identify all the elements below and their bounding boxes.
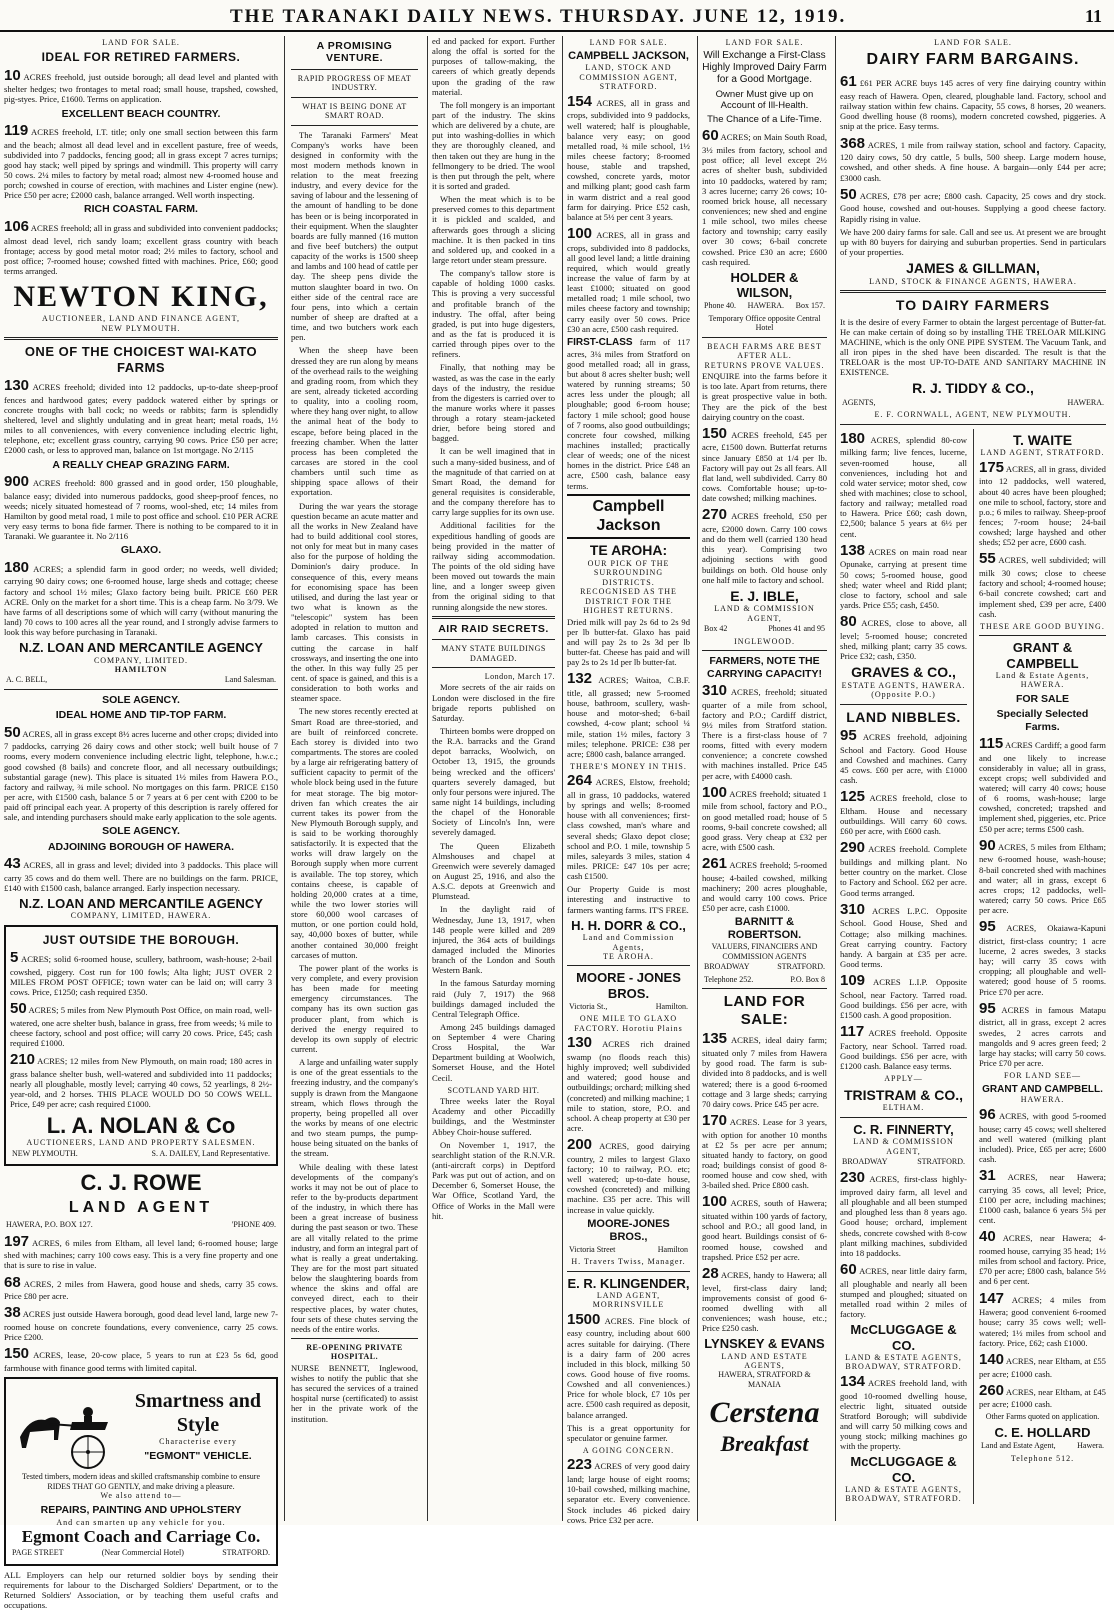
ad-heading: LAND NIBBLES. xyxy=(846,708,961,725)
ad-heading: TO DAIRY FARMERS xyxy=(895,297,1051,314)
ad-listing: 95 ACRES, Okaiawa-Kapuni district, first-class country; 1 acre lucerne, 2 acres swedes, 3 stacks hay; will carry 35 cows with cropping; all ploughable and well-watered; good house of 5 rooms. Price £70 per acre. xyxy=(979,918,1106,997)
ad-listing: We have 200 dairy farms for sale. Call and see us. At present we are brought up with 80 buyers for dairying and suburban properties. Send in particulars of your properties. xyxy=(840,226,1106,257)
ad-listing: 140 ACRES, near Eltham, at £55 per acre; £1000 cash. xyxy=(979,1350,1106,1379)
ad-heading: Will Exchange a First-Class Highly Improved Dairy Farm for a Good Mortgage. xyxy=(702,50,827,86)
article-paragraph: During the war years the storage question became an acute matter and all the works in New Zealand have had to build additional cool stores, not only for meat but in many cases also for the purpose of holding the Dominion's dairy produce. In consequence of this, every means for economising space has been utilised, and during the last year or two what is known as the "telescopic" system has been adopted in relation to mutton and lamb carcases. This consists in cutting the carcase in half crossways, and inserting the one into the other. In this way fully 25 per cent. of space is gained, and this is a consideration to both works and steamer space. xyxy=(291,500,418,704)
masthead-title: THE TARANAKI DAILY NEWS. THURSDAY. JUNE 12, 1919. xyxy=(230,6,847,27)
ad-listing: 175 ACRES, all in grass, divided into 12 paddocks, well watered, about 40 acres have been ploughed; one mile to school, factory, store and p.o.; 6 miles to railway. Sheep-proof fences; 7-room house; 24-bail cowshed; large hayshed and other sheds; £52 per acre, £600 cash. xyxy=(979,458,1106,548)
firm-address: BROADWAY STRATFORD. xyxy=(704,962,825,972)
firm-sub: LAND & ESTATE AGENTS, xyxy=(845,1352,962,1362)
ad-listing: 130 ACRES rich drained swamp (no floods reach this) highly improved; well subdivided and watered; good house and outbuildings; orchard; milking shed (concreted) and milking machine; 1 mile to station, store, P.O. and school. A cheap property at £30 per acre. xyxy=(567,1034,690,1134)
ad-heading: Specially Selected Farms. xyxy=(996,708,1089,733)
ad-listing: 80 ACRES, close to above, all level; 5-roomed house; concreted shed, milking plant; carry 35 cows. Price £32; cash, £350. xyxy=(840,613,967,662)
firm-name: GRAVES & CO., xyxy=(851,664,956,681)
ad-box-borough xyxy=(4,925,278,1166)
ad-heading: Owner Must give up on Account of Ill-Health. xyxy=(715,88,814,112)
coach-company-name: Egmont Coach and Carriage Co. xyxy=(21,1527,261,1547)
firm-sub: LAND, STOCK AND COMMISSION AGENT, STRATFORD. xyxy=(579,63,678,92)
ad-listing: 90 ACRES, 5 miles from Eltham; new 6-roomed house, wash-house; 8-bail concreted shed with machines and water; all in grass, except 6 acres crops; 12 paddocks, well-watered; carry 50 cows. Price £65 per acre. xyxy=(979,836,1106,916)
article-paragraph: ed and packed for export. Further along the offal is sorted for the purposes of tallow-making, the careers of which greatly depends upon the grading of the raw material. xyxy=(432,36,555,97)
agency-name: N.Z. LOAN AND MERCANTILE AGENCY xyxy=(19,896,263,912)
agent-signature: HAWERA, P.O. BOX 127. 'PHONE 409. xyxy=(6,1220,276,1230)
firm-name: BARNITT & ROBERTSON. xyxy=(727,916,802,942)
firm-sub: LAND AGENT, xyxy=(596,1290,661,1300)
ad-listing: 28 ACRES, handy to Hawera; all level, first-class dairy land; improvements consist of good 6-roomed dwelling with all conveniences; wash house, etc.; Price £250 cash. xyxy=(702,1264,827,1334)
ad-subline: THERE'S MONEY IN THIS. xyxy=(570,761,687,771)
ad-listing: 132 ACRES; Waitoa, C.B.F. title, all grassed; new 5-roomed house, bathroom, scullery, wash-house and motor-shed; 6-bail cowshed, 4-cow plant; school ¼ mile, station 1½ miles, factory 3 miles; telephone. PRICE: £38 per acre; £800 cash, balance arranged. xyxy=(567,670,690,759)
ad-listing: 180 ACRES; a splendid farm in good order; no weeds, well divided; carrying 90 dairy cows; one 6-roomed house, large sheds and cottage; cheese factory and school 1½ miles; Glaxo factory being built. PRICE £60 PER ACRE. Only on the market for a short time. This is a cheap farm. No 3/79. We have farms of all descriptions some of which will carry (without manuring the land) 70 cows to 100 acres all the year round, and I strongly advise farmers to look this way before purchasing in Taranaki. xyxy=(4,558,278,638)
ad-listing: 40 ACRES, near Hawera; 4-roomed house, carrying 35 head; 1½ miles from school and factory. Price, £70 per acre; £800 cash, balance 5½ and 6 per cent. xyxy=(979,1228,1106,1287)
section-label: LAND FOR SALE. xyxy=(589,38,668,47)
ad-listing: 95 ACRES in famous Matapu district, all in grass, except 2 acres swedes, 2 acres carrots and mangolds and 9 acres green feed; 2 large hay stacks; will carry 50 cows. Price £70 per acre. xyxy=(979,999,1106,1068)
firm-address: Phone 40. HAWERA. Box 157. xyxy=(704,301,825,311)
agency-signature: A. C. BELL, Land Salesman. xyxy=(6,675,276,685)
firm-office: Temporary Office opposite Central Hotel xyxy=(708,313,821,333)
ad-listing: 95 ACRES freehold, adjoining School and Factory. Good House and Cowshed and machines. Carry 45 cows. £60 per acre, with £1000 cash. xyxy=(840,727,967,786)
ad-heading: ADJOINING BOROUGH OF HAWERA. xyxy=(47,840,235,853)
ad-listing: 60 ACRES; on Main South Road, 3½ miles from factory, school and post office; all level except 2½ acres of shelter bush, subdivided into 10 paddocks, watered by ram; 3 acres lucerne; carry 26 cows; 10-roomed brick house, all necessary conveniences; new shed and engine 1 mile school, two miles cheese factory and township; carry easily over 30 cows; 6-bail concrete cowshed. Price £30 an acre; £600 cash required. xyxy=(702,127,827,267)
ad-listing: 230 ACRES, first-class highly-improved dairy farm, all level and all ploughable and all been stumped and ploughed less than 8 years ago. Good house; orchard, implement sheds, concrete cowshed with 8-cow plant milking machines, subdivided into 18 paddocks. xyxy=(840,1169,967,1258)
column-land-ads-right xyxy=(835,36,1110,1521)
firm-town: BROADWAY, STRATFORD. xyxy=(845,1494,962,1504)
firm-address: Victoria Street Hamilton xyxy=(569,1244,688,1254)
firm-name: McCLUGGAGE & CO. xyxy=(850,1454,957,1485)
ad-listing: 5 ACRES; solid 6-roomed house, scullery, bathroom, wash-house; 2-bail cowshed, piggery. Cost run for 100 fowls; Alta light; JUST OVER 2 MILES FROM POST OFFICE; town water can be laid on; will carry 3 cows. Price, £1250; cash required £350. xyxy=(10,949,272,998)
article-paragraph: The foll mongery is an important part of the industry. The skins which are delivered by a chute, are put into washing-dollies in which they are thoroughly cleaned, and then taken out they are hung in the fellmongery to be dried. The wool is then put through the pelt, where it is sorted and graded. xyxy=(432,99,555,191)
column-article-continued xyxy=(427,36,559,1521)
ad-listing: 43 ACRES, all in grass and level; divided into 3 paddocks. This place will carry 35 cows and do them well. There are no buildings on the farm. PRICE, £140 with £1500 cash, balance arranged. Early inspection necessary. xyxy=(4,855,278,893)
ad-listing: Dried milk will pay 2s 6d to 2s 9d per lb butter-fat. Glaxo has paid and will pay 2s to 2s 3d per lb butter-fat. Cheese has paid and will pay 2s to 2s 1d per lb butter-fat. xyxy=(567,616,690,668)
ad-listing: 109 ACRES L.I.P. Opposite School, near Factory. Tarred road. Good buildings. £56 per acre, with £1500 cash. A good proposition. xyxy=(840,972,967,1021)
ad-listing: 60 ACRES, near little dairy farm, all ploughable and nearly all been stumped and ploughed; situated on metalled road within 2 miles of factory. xyxy=(840,1261,967,1320)
dateline: London, March 17. xyxy=(484,671,555,681)
divider xyxy=(4,337,278,340)
ad-listing: 96 ACRES, with good 5-roomed house; carry 45 cows; well sheltered and well watered (milking plant included). Price, £65 per acre; £600 cash. xyxy=(979,1105,1106,1164)
article-paragraph: The power plant of the works is very complete, and every provision has been made for meeting emergency circumstances. The company has its own suction gas producer plant, from which is derived the energy required to develop its own supply of electric current. xyxy=(291,962,418,1055)
firm-sub: Land & Estate Agents, xyxy=(995,670,1090,680)
section-label: LAND FOR SALE. xyxy=(725,38,804,47)
article-subtitle: SCOTLAND YARD HIT. xyxy=(447,1085,540,1095)
ad-heading: ONE OF THE CHOICEST WAI-KATO FARMS xyxy=(24,344,258,375)
firm-name: GRANT & CAMPBELL xyxy=(1006,640,1079,671)
ad-listing: 261 ACRES freehold; 5-roomed house; 4-bailed cowshed, milking machinery; 200 acres ploughable, and would carry 100 cows. Price £50 per acre, cash £1000. xyxy=(702,855,827,914)
ad-listing: 130 ACRES freehold; divided into 12 paddocks, up-to-date sheep-proof fences and hardwood gates; every paddock watered either by springs or concrete troughs with ball cock; no weeds or rabbits; farm is splendidly sheltered, level and slightly undulating and in great heart; metal roads, 1½ miles to all conveniences, with every convenience including electric light, telephone, etc; excellent grass country, carrying 90 cows. Price £50 per acre; £2000 cash, or less to approved man, balance on 1st mortgage. No 2/115 xyxy=(4,377,278,456)
coach-address: PAGE STREET (Near Commercial Hotel) STRATFORD. xyxy=(12,1548,270,1558)
ad-listing: 170 ACRES. Lease for 3 years, with option for another 10 months at £2 5s per acre per annum; situated handy to factory, on good road; buildings consist of good 8-roomed house and cow shed, with 3-bailed shed. Price £800 cash. xyxy=(702,1111,827,1191)
firm-address: BROADWAY STRATFORD. xyxy=(842,1156,965,1166)
article-paragraph: The Taranaki Farmers' Meat Company's works have been designed in conformity with the most modern methods known in relation to the meat freezing industry, and every device for the saving of labour and the lessening of the amount of handling to be done has been or is being incorporated in their equipment. When the slaughter boards are fully manned (16 mutton and five beef butchers) the output capacity of the works is 1500 sheep and lambs and 100 head of cattle per day. The sheep pens divide the mutton slaughter board in two. On either side of the central race are four pens, into which a certain number of sheep are drafted at a time, and two butchers work each pen. xyxy=(291,129,418,343)
ad-listing: 210 ACRES; 12 miles from New Plymouth, on main road; 180 acres in grass balance shelter bush, well-watered and subdivided into 11 paddocks; nearly all ploughable, mostly level; carrying 40 cows, 52 yearlings, 8 2½-year-old, and 2 horses. THIS PLACE WOULD DO 50 COWS WELL. Price, £49 per acre; cash required £1000. xyxy=(10,1051,272,1110)
column-land-ads-center-right xyxy=(697,36,831,1521)
ad-listing: Our Property Guide is most interesting and instructive to farmers wanting farms. IT'S FREE. xyxy=(567,884,690,915)
ad-listing: 900 ACRES freehold: 800 grassed and in good order, 150 ploughable, balance easy; divided into numerous paddocks, good sheep-proof fences, no weeds; nicely situated homestead of 7 rooms, wool-shed, etc; 14 miles from Hamilton by good metal road, 1 mile to post office and school. £10 PER ACRE very easy terms to bona fide farmer. There is nothing to be compared to it in Taranaki. We guarantee it. No 2/116 xyxy=(4,472,278,542)
firm-sub: LAND AGENT, STRATFORD. xyxy=(980,448,1105,458)
ad-listing: 1500 ACRES. Fine block of easy country, including about 600 acres suitable for dairying. (There is a dairy farm of 200 acres included in this block, milking 50 cows. Good house of five rooms. Cowshed and all conveniences.) Price for whole block, £7 10s per acre. £500 cash required as deposit, balance arranged. xyxy=(567,1310,690,1420)
split-listing-area xyxy=(840,429,1106,1504)
ad-listing: It is the desire of every Farmer to obtain the largest percentage of Butter-fat. He can make certain of doing so by installing THE TRELOAR MILKING MACHINE, which is the only ONE PIPE SYSTEM. The Vacuum Tank, and all iron pipes in the shed have been discarded. The result is that the TRELOAR is the most UP-TO-DATE AND SANITARY MACHINE IN EXISTENCE. xyxy=(840,316,1106,378)
agency-town: HAMILTON xyxy=(114,664,168,674)
firm-contact: Telephone 512. xyxy=(1010,1453,1075,1463)
ad-subline: A GOING CONCERN. xyxy=(582,1445,675,1455)
column-land-ads-left xyxy=(4,36,278,1610)
firm-town: MORRINSVILLE xyxy=(592,1300,665,1310)
ad-listing: FIRST-CLASS farm of 117 acres, 3¼ miles from Stratford on good metalled road; all in grass, but about 8 acres shelter bush; well watered by running streams; 50 acres less under the plough; all ploughable; good 6-room house; factory 1 mile school; good house of 7 rooms, also good outbuildings; concrete four cowshed, milking machines installed; practically clear of weeds; one of the nicest homes in the district. Price £48 an acre, £500 cash, balance easy terms. xyxy=(567,336,691,491)
firm-name: E. R. KLINGENDER, xyxy=(567,1275,690,1291)
ad-listing: 270 ACRES freehold, £50 per acre, £2000 down. Carry 100 cows and do them well (carried 130 head this year). Comprising two adjoining sections with good buildings on both. Old house only one half mile to factory and school. xyxy=(702,506,827,585)
agent-name-rowe: C. J. ROWE xyxy=(80,1170,202,1196)
firm-address: Box 42 Phones 41 and 95 xyxy=(704,624,825,634)
ad-listing: 38 ACRES just outside Hawera borough, good dead level land, large new 7-roomed house on concrete foundations, every convenience, carry 25 cows. Price £200. xyxy=(4,1304,278,1343)
ad-listing: 368 ACRES, 1 mile from railway station, school and factory. Capacity, 120 dairy cows, 50 dry cattle, 5 bulls, 500 sheep. Large modern house, cowshed, and other sheds. A fine house. A bargain—only £44 per acre; £3000 cash. xyxy=(840,134,1106,183)
firm-sub: VALUERS, FINANCIERS AND COMMISSION AGENTS xyxy=(711,942,818,961)
ad-listing: 10 ACRES freehold, just outside borough; all dead level and planted with shelter hedges; two frontages to metal road; small house, trapshed, cowshed, pig-styes. Price, £1600. Terms on application. xyxy=(4,66,278,105)
ad-subline: OUR PICK OF THE SURROUNDING DISTRICTS. xyxy=(587,558,670,587)
ad-heading: LAND FOR SALE: xyxy=(723,993,806,1028)
firm-town: HAWERA, STRATFORD & MANAIA xyxy=(718,1370,811,1389)
article-paragraph: On November 1, 1917, the searchlight station of the R.N.V.R. (anti-aircraft corps) in Deptford Park was put out of action, and on December 6, Somerset House, the War Office, Scotland Yard, the Office of Works in the Mall were hit. xyxy=(432,1139,555,1221)
firm-sub: LAND & ESTATE AGENTS, xyxy=(845,1485,962,1495)
article-subtitle: WHAT IS BEING DONE AT SMART ROAD. xyxy=(302,101,407,121)
notice-body: NURSE BENNETT, Inglewood, wishes to notify the public that she has secured the services of a trained hospital nurse (certificated) to assist her in the private work of the institution. xyxy=(291,1362,418,1424)
ad-listing: 135 ACRES, ideal dairy farm; situated only 7 miles from Hawera by good road. The farm is sub-divided into 8 paddocks, and is well watered; there is a good 6-roomed cottage and 3 large sheds; carrying 70 dairy cows. Price £45 per acre. xyxy=(702,1030,827,1109)
coach-description: Tested timbers, modern ideas and skilled craftsmanship combine to ensure RIDES THAT GO GENTLY, and make driving a pleasure. xyxy=(21,1472,261,1491)
firm-name: LYNSKEY & EVANS xyxy=(704,1336,825,1352)
ad-listing: 180 ACRES, splendid 80-cow milking farm; live fences, lucerne, seven-roomed house, all conveniences, including hot and cold water service; motor shed, cow shed with machines; close to school, factory and railway; metalled road to Hawera. Price £60; cash down, £2,500; balance 5 years at 6½ per cent. xyxy=(840,429,967,539)
ad-listing: 290 ACRES freehold. Complete buildings and milking plant. No better country on the market. Close to Factory and School. £62 per acre. Good terms arranged. xyxy=(840,839,967,898)
firm-name: HOLDER & WILSON, xyxy=(730,269,799,301)
firm-address: AGENTS, HAWERA. xyxy=(842,397,1104,407)
firm-town: (Opposite P.O.) xyxy=(871,690,936,700)
ad-listing: 200 ACRES, good dairying country, 2 miles to largest Glaxo factory; 10 to railway, P.O. etc; well watered; up-to-date house, cowshed (concreted) and milking machine. £35 per acre. This will increase in value quickly. xyxy=(567,1136,690,1215)
ad-heading: GLAXO. xyxy=(120,544,162,557)
firm-contact: Telephone 252. P.O. Box 8 xyxy=(704,974,825,984)
article-paragraph: In the famous Saturday morning raid (July 7, 1917) the 968 buildings damaged included the Central Telegraph Office. xyxy=(432,978,555,1019)
article-subtitle: RAPID PROGRESS OF MEAT INDUSTRY. xyxy=(297,73,412,93)
masthead xyxy=(0,0,1114,32)
ad-listing: 264 ACRES, Elstow, freehold; all in grass, 10 paddocks, watered by springs and wells; 8-roomed house with all conveniences; first-class cowshed, man's whare and several sheds; Glaxo depot close; school and P.O. 1 mile, township 5 miles, saleyards 3 miles, station 4 miles. PRICE: £47 10s per acre; cash £1500. xyxy=(567,772,690,882)
firm-town: HAWERA. xyxy=(1020,1095,1065,1105)
ad-listing: 100 ACRES, all in grass and crops, subdivided into 8 paddocks, all good level land; a little draining required, which would greatly increase the value of farm by at least £1000; situated on good metalled road; 1 mile school, two miles cheese factory and township; carry easily over 50 cows. Price £30 an acre, £500 cash required. xyxy=(567,224,690,334)
article-paragraph: While dealing with these latest developments of the company's works it may not be out of place to refer to the by-products department of the industry, in which there has been a great increase of business during the past season or two. These are all vitally related to the prime industry, and form an integral part of what is really a great undertaking. They are for the most part situated below the slaughtering boards from whence the skins and offal are conveyed direct, each to their respective places, by water chutes, four sets of these chutes serving the needs of the entire works. xyxy=(291,1161,418,1334)
agent-description: AUCTIONEERS, LAND AND PROPERTY SALESMEN. xyxy=(26,1138,256,1148)
agent-name-newton-king: NEWTON KING, xyxy=(13,280,269,314)
agent-description: AUCTIONEER, LAND AND FINANCE AGENT, xyxy=(42,314,240,324)
agent-signature: NEW PLYMOUTH. S. A. DAILEY, Land Representative. xyxy=(12,1148,270,1158)
ad-listing: 150 ACRES, lease, 20-cow place, 5 years to run at £23 5s 6d, good farmhouse with finance good terms with limited capital. xyxy=(4,1345,278,1374)
firm-sub: LAND AND ESTATE AGENTS, xyxy=(721,1351,808,1370)
ad-subline: Other Farms quoted on application. xyxy=(985,1412,1100,1422)
article-paragraph: A large and unfailing water supply is one of the great essentials to the freezing industry, and the company's supply is drawn from the Mangaone stream, which flows through the property, being propelled all over the works by means of one electric and two steam pumps, the pump-house being situated on the banks of the stream. xyxy=(291,1057,418,1159)
column-article-meat xyxy=(284,36,424,1521)
ad-subline: THESE ARE GOOD BUYING. xyxy=(980,621,1105,631)
ad-listing: 223 ACRES of very good dairy land; large house of eight rooms; 10-bail cowshed, milking machine, separator etc. Every convenience. Stock includes 46 picked dairy cows. Price £32 per acre. xyxy=(567,1456,690,1525)
ad-listing: 55 ACRES, well subdivided; will milk 30 cows; close to cheese factory and school; 4-roomed house; 6-bail concrete cowshed; cart and implement shed, £39 per acre, £400 cash. xyxy=(979,550,1106,619)
ad-listing: 117 ACRES freehold. Opposite Factory, near School. Tarred road. Good buildings. £56 per acre, with £1200 cash. Balance easy terms. xyxy=(840,1023,967,1072)
ad-subline: ONE MILE TO GLAXO FACTORY. Horotiu Plains xyxy=(574,1014,683,1033)
ad-listing: 154 ACRES, all in grass and crops, subdivided into 9 paddocks, well watered; half is ploughable, balance very easy; on good metalled road, ¾ mile school, 1½ miles cheese factory; 8-roomed house, stable and trapshed, cowshed, concrete yards, motor and milking plant; good cash farm in warm district and a real good farm for dairying. Price £52 cash, balance at 5½ per cent 3 years. xyxy=(567,92,690,222)
firm-town: ELTHAM. xyxy=(882,1103,925,1113)
horse-carriage-illustration xyxy=(10,1382,120,1472)
firm-name: H. H. DORR & CO., xyxy=(571,917,686,933)
ad-heading: JUST OUTSIDE THE BOROUGH. xyxy=(42,932,240,947)
article-paragraph: It can be well imagined that in such a many-sided business, and of the magnitude of that carried on at Smart Road, the demand for general requisites is considerable, and the company therefore has to carry large supplies for its own use. xyxy=(432,446,555,518)
firm-sub: E. F. CORNWALL, AGENT, NEW PLYMOUTH. xyxy=(874,410,1072,420)
coach-headline-2: Style xyxy=(176,1413,220,1436)
article-paragraph: When the sheep have been dressed they are run along by means of the overhead rails to the weighing and grading room, from which they are sent, already ticketed according to quality, into a cooling room, where they hang over night, to allow the animal heat of the body to escape, before being placed in the freezing chamber. When the latter process has been completed the carcases are stored in the cool chambers until such time as shipping space allows of their exportation. xyxy=(291,345,418,498)
article-title: AIR RAID SECRETS. xyxy=(438,622,549,635)
firm-name: C. R. FINNERTY, xyxy=(853,1121,954,1137)
firm-town: HAWERA. xyxy=(1020,680,1065,690)
place-name: TE AROHA: xyxy=(589,542,668,559)
firm-town: BROADWAY, STRATFORD. xyxy=(845,1362,962,1372)
ad-listing: 310 ACRES, freehold; situated quarter of a mile from school, factory and P.O.; Cardiff district, 9½ miles from Stratford station. There is a first-class house of 7 rooms, fitted with every modern convenience; a concrete cowshed with machines installed. Price £45 per acre, with £4000 cash. xyxy=(702,681,827,781)
divider xyxy=(4,689,278,690)
ad-listing: 260 ACRES, near Eltham, at £45 per acre; £1000 cash. xyxy=(979,1381,1106,1410)
ad-heading: SOLE AGENCY. xyxy=(102,825,180,838)
firm-name: JAMES & GILLMAN, xyxy=(906,260,1040,277)
ad-subline: FOR LAND SEE— xyxy=(1003,1071,1081,1081)
article-paragraph: The new stores recently erected at Smart Road are three-storied, and are built of reinforced concrete. Each storey is divided into two compartments. The stores are cooled by a large air refrigerating battery of sufficient capacity to permit of the whole block being used in the future for meat storage. The big motor-driven fan which creates the air current takes its power from the New Plymouth Borough supply, and is said to be working thoroughly satisfactorily. It is expected that the works will draw largely on the Borough supply when more current is available. The top storey, which contains cheese, is capable of holding 20,000 crates at a time, while the two lower stories will store 60,000 wool carcases of mutton, or one portion could hold, say, 40,000 boxes of butter, while another contained 30,000 freight carcases of mutton. xyxy=(291,706,418,960)
firm-name: C. E. HOLLARD xyxy=(994,1424,1091,1440)
article-paragraph: Finally, that nothing may be wasted, as was the case in the early days of the industry, the residue from the digesters is carried over to the manure works where it passes through a rotary steam-jacketed drier, before being stored and bagged. xyxy=(432,362,555,444)
coach-attend: We also attend to— xyxy=(100,1491,182,1501)
footer-notice: ALL Employers can help our returned soldier boys by sending their requirements for labour to the Discharged Soldiers' Department, or to the Returned Soldiers' Association, or by teaching them useful crafts and occupations. xyxy=(4,1569,278,1610)
ad-heading: RICH COASTAL FARM. xyxy=(84,203,198,216)
article-paragraph: Among 245 buildings damaged on September 4 were Charing Cross Hospital, the War Department building at Woolwich, Somerset House, and the Hotel Cecil. xyxy=(432,1021,555,1083)
article-subtitle: MANY STATE BUILDINGS DAMAGED. xyxy=(441,644,546,663)
article-paragraph: When the meat which is to be preserved comes to this department it is pickled and scalded, and afterwards goes through a slicing machine. It is then packed in tins and soldered up, and cooked in a large retort under steam pressure. xyxy=(432,194,555,265)
firm-name: MOORE - JONES BROS. xyxy=(576,970,681,1001)
coach-headline: Smartness and xyxy=(134,1390,262,1413)
ad-listing: 50 ACRES, £78 per acre; £800 cash. Capacity, 25 cows and dry stock. Good house, cowshed and out-houses. Supplying a good cheese factory. Rapidly rising in value. xyxy=(840,185,1106,224)
ad-subline: RETURNS PROVE VALUES. xyxy=(704,360,825,370)
agent-name-nolan: L. A. NOLAN & Co xyxy=(46,1112,236,1138)
agent-town: NEW PLYMOUTH. xyxy=(101,323,181,333)
ad-listing: 106 ACRES freehold; all in grass and subdivided into convenient paddocks; almost dead level, rich sandy loam; excellent grass country with beach frontage; access by good metal motor road; 2½ miles to factory, school and post office; 7-roomed house; cowshed fitted with machines. Price, £60; good terms arranged. xyxy=(4,217,278,276)
ad-listing: 197 ACRES, 6 miles from Eltham, all level land; 6-roomed house; large shed with machines; carry 100 cows easy. This is a very fine property and one that is sure to rise in value. xyxy=(4,1232,278,1271)
ad-box-coach xyxy=(4,1377,278,1566)
firm-name: TRISTRAM & CO., xyxy=(844,1086,963,1103)
firm-sub: Land and Commission Agents, xyxy=(582,933,675,952)
section-label: LAND FOR SALE. xyxy=(102,38,180,47)
apply-label: APPLY— xyxy=(884,1074,923,1084)
firm-name-large: Campbell Jackson xyxy=(567,494,690,540)
ad-heading: SOLE AGENCY. xyxy=(102,693,180,706)
coach-subline: Characterise every xyxy=(159,1437,237,1447)
ad-listing: 100 ACRES freehold; situated 1 mile from school, factory and P.O., on good metalled road; house of 5 rooms, 9-bail concrete cowshed; all good grass. Very cheap at £32 per acre, with £500 cash. xyxy=(702,783,827,852)
ad-listing: 50 ACRES; 5 miles from New Plymouth Post Office, on main road, well-watered, one acre shelter bush, balance in grass, free from weeds; ¼ mile to cheese factory, school and post office; will carry 20 cows. Price, £45; cash required £1000. xyxy=(10,1000,272,1049)
firm-name: GRANT AND CAMPBELL. xyxy=(982,1083,1103,1095)
ad-heading: FARMERS, NOTE THE CARRYING CAPACITY! xyxy=(707,655,822,680)
firm-name: CAMPBELL JACKSON, xyxy=(568,50,689,63)
ad-listing: 50 ACRES, all in grass except 8½ acres lucerne and other crops; divided into 7 paddocks, carrying 26 dairy cows and other stock; well built house of 7 rooms, every modern convenience including electric light, telephone, h.w.c.; good cowshed (8 bails) and concrete floor, and all necessary outbuildings; substantial garage (new). This place is situated 1½ miles from Hawera P.O., factory and railway, ¾ mile school. No mortgages on this farm. PRICE £150 per acre, with £1500 cash, balance 5 or 7 years at 6 per cent with £200 to be paid off principal each year. A property of this description is rarely offered for sale, and intending purchasers should make early application to the sole agents. xyxy=(4,723,278,823)
article-paragraph: The Queen Elizabeth Almshouses and chapel at Greenwich were severely damaged on August 25, 1916, and also the A.S.C. depots at Greenwich and Plumstead. xyxy=(432,840,555,902)
firm-address: Land and Estate Agent, Hawera. xyxy=(981,1441,1104,1451)
agent-description: LAND AGENT xyxy=(68,1199,214,1217)
ad-listing: 134 ACRES freehold land, with good 10-roomed dwelling house, electric light, situated outside Stratford Borough; will subdivide and will carry 50 milking cows and young stock; milking machines go with the property. xyxy=(840,1372,967,1452)
firm-name: E. J. IBLE, xyxy=(730,587,799,604)
coach-any: And can smarten up any vehicle for you. xyxy=(56,1517,226,1527)
ad-listing: 68 ACRES, 2 miles from Hawera, good house and sheds, carry 35 cows. Price £80 per acre. xyxy=(4,1273,278,1302)
ad-heading: EXCELLENT BEACH COUNTRY. xyxy=(61,107,221,120)
firm-sub: ESTATE AGENTS, HAWERA. xyxy=(841,680,966,690)
article-title: A PROMISING VENTURE. xyxy=(316,40,393,65)
ad-listing: ENQUIRE into the farms before it is too late. Apart from returns, there is great prospective value in both. They are the pick of the best dairying country on the coast. xyxy=(702,371,827,422)
agency-sub: COMPANY, LIMITED. xyxy=(93,655,189,665)
ad-subline: BEACH FARMS ARE BEST AFTER ALL. xyxy=(707,341,822,361)
ad-heading: DAIRY FARM BARGAINS. xyxy=(866,51,1080,69)
ad-listing: 31 ACRES, near Hawera; carrying 35 cows, all level; Price, £100 per acre, including machines; £1000 cash, balance 6 years 5¼ per cent. xyxy=(979,1167,1106,1226)
firm-name: T. WAITE xyxy=(1012,431,1073,448)
firm-name: MOORE-JONES BROS., xyxy=(587,1217,670,1243)
notice-title: RE-OPENING PRIVATE HOSPITAL. xyxy=(306,1342,403,1362)
ad-listing: 310 ACRES L.P.C. Opposite School. Good House, Shed and Cottage; also milking machines. Great carrying country. Factory handy. A bargain at £35 per acre. Good terms. xyxy=(840,900,967,969)
article-paragraph: The company's tallow store is capable of holding 1000 casks. This is proving a very successful and profitable branch of the industry. The offal, after being graded, is put into huge digesters, and as the fat is produced it is carried through pipes over to the refiners. xyxy=(432,268,555,360)
ad-subline: RECOGNISED AS THE DISTRICT FOR THE HIGHEST RETURNS. xyxy=(580,587,677,616)
article-paragraph: More secrets of the air raids on London were disclosed in the fire brigade reports published on Saturday. xyxy=(432,682,555,723)
firm-sub: LAND, STOCK & FINANCE AGENTS, HAWERA. xyxy=(869,276,1077,286)
ad-listing: 61 £61 PER ACRE buys 145 acres of very fine dairying country within easy reach of Hawera. Open, cleared, ploughable land. Factory, school and railway station within few chains. Capacity, 55 cows, 8 horses, 20 weaners. Good dwelling house (8 rooms), modern concreted cowshed, piggeries. A snip at the price. Easy terms. xyxy=(840,73,1106,132)
article-paragraph: Additional facilities for the expeditious handling of goods are being provided in the matter of railway siding accommodation. The points of the old siding have been moved out towards the main line, and a longer sweep given from the original siding to that running alongside the new stores. xyxy=(432,520,555,612)
section-label: LAND FOR SALE. xyxy=(934,38,1012,47)
firm-sub: LAND & COMMISSION AGENT, xyxy=(853,1137,954,1156)
ad-listing: 100 ACRES, south of Hawera; situated within 100 yards of factory, school and P.O.; all good land, in good heart. Buildings consist of 6-roomed house, cowshed and trapshed. Price £52 per acre. xyxy=(702,1193,827,1262)
ad-heading: IDEAL FOR RETIRED FARMERS. xyxy=(41,50,241,65)
ad-heading: A REALLY CHEAP GRAZING FARM. xyxy=(52,458,230,471)
cerstena-logo-sub: Breakfast xyxy=(720,1430,809,1456)
coach-vehicle: "EGMONT" VEHICLE. xyxy=(144,1449,252,1462)
firm-town: INGLEWOOD. xyxy=(734,636,795,646)
agency-sub: COMPANY, LIMITED, HAWERA. xyxy=(70,911,212,921)
ad-listing: This is a great opportunity for speculator or genuine farmer. xyxy=(567,1422,690,1443)
firm-town: TE AROHA. xyxy=(603,951,654,961)
article-paragraph: In the daylight raid of Wednesday, June 13, 1917, when 148 people were killed and 289 injured, the 364 acts of buildings damaged included the Minories branch of the London and South Western Bank. xyxy=(432,904,555,976)
ad-listing: 119 ACRES freehold, I.T. title; only one small section between this farm and the beach; almost all dead level and in excellent pasture, free of weeds, subdivided into 7 paddocks, fencing good; all in grass except 7 acres turnips; good hay stack; well piped by springs and windmill. This property will carry 50 cows. 2¼ miles to factory by metal road; almost new 4-roomed house and porch; cowshed in course of erection, with machines and Lister engine (new). Price £50 per acre; £2000 cash, balance arranged. Well worth inspecting. xyxy=(4,121,278,201)
column-land-ads-center xyxy=(562,36,694,1525)
firm-address: Victoria St., Hamilton. xyxy=(569,1002,688,1012)
ad-heading: FOR SALE xyxy=(1015,692,1070,705)
article-paragraph: Three weeks later the Royal Academy and other Piccadilly buildings, and the Westminster Abbey Choir-house suffered. xyxy=(432,1096,555,1137)
ad-listing: 150 ACRES freehold, £45 per acre, £1500 down. Butterfat returns since January £850 at 1/4 per lb. Factory will pay out 2s all fears. All flat land, well subdivided. Carry 80 cows. Comfortable house; up-to-date cowshed; milking machines. xyxy=(702,424,827,504)
firm-manager: H. Travers Twiss, Manager. xyxy=(571,1257,686,1267)
ad-listing: 115 ACRES Cardiff; a good farm and one likely to increase considerably in value; all in grass, except crops; well subdivided and watered; will carry 40 cows; house of 6 rooms, wash-house; large cowshed, concreted; trapshed and implement shed, piggeries, etc. Price £50 per acre; terms £500 cash. xyxy=(979,734,1106,834)
page-number: 11 xyxy=(1084,6,1102,26)
firm-sub: LAND & COMMISSION AGENT, xyxy=(714,604,815,623)
cerstena-logo: Cerstena xyxy=(709,1396,820,1430)
firm-name: R. J. TIDDY & CO., xyxy=(912,380,1034,397)
ad-heading: The Chance of a Life-Time. xyxy=(707,114,822,126)
coach-repairs: REPAIRS, PAINTING AND UPHOLSTERY xyxy=(40,1503,242,1516)
ad-heading: IDEAL HOME AND TIP-TOP FARM. xyxy=(55,709,227,722)
ad-listing: 125 ACRES freehold, close to Eltham. House and necessary outbuildings. Will carry 60 cows. £60 per acre, with £600 cash. xyxy=(840,788,967,837)
ad-listing: 147 ACRES; 4 miles from Hawera; good convenient 6-roomed house; carry 35 cows well; well-watered; 1½ miles from school and factory. Price, £62; cash £1000. xyxy=(979,1289,1106,1348)
ad-listing: 138 ACRES on main road near Opunake, carrying at present time 50 cows; 5-roomed house, good shed; water wheel and Ridd plant; close to factory, school and sale yards. Price £55; cash, £450. xyxy=(840,541,967,610)
article-paragraph: Thirteen bombs were dropped on the R.A. barracks and the Grand depot barracks, Woolwich, on October 13, 1915, the grounds being wrecked and the officers' quarters severely damaged, but only four persons were injured. The same night 14 buildings, including the chapel of the Honorable Society of Lincoln's Inn, were severely damaged. xyxy=(432,725,555,838)
firm-name: McCLUGGAGE & CO. xyxy=(850,1322,957,1353)
agency-name: N.Z. LOAN AND MERCANTILE AGENCY xyxy=(19,640,263,656)
